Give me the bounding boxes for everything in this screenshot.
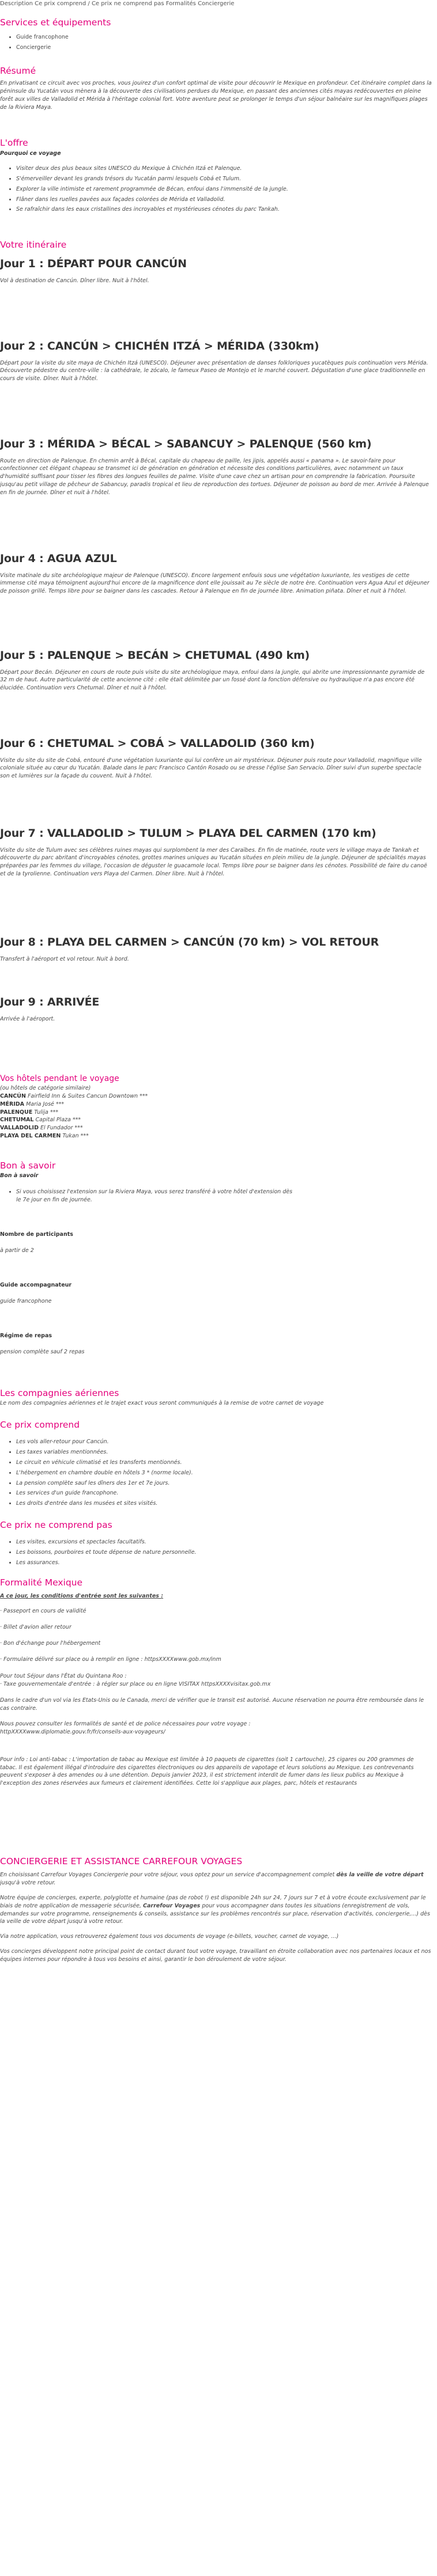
offre-section <box>0 136 437 216</box>
hotel-row <box>0 1092 437 1101</box>
list-item: • Les vols aller-retour pour Cancún. <box>16 1438 437 1446</box>
list-item: • Conciergerie <box>16 44 437 52</box>
conciergerie-p3: Via notre application, vous retrouverez également tous vos documents de voyage (e-billets, voucher, carnet de voyage, ...) <box>0 1933 339 1940</box>
resume-section <box>0 65 437 112</box>
bon-savoir-title: Bon à savoir <box>0 1160 56 1171</box>
prix-comprend-list <box>0 1438 437 1507</box>
conciergerie-text: jusqu'à votre retour. <box>0 1880 56 1887</box>
formalites-section <box>0 1576 437 1788</box>
prix-ne-comprend-list <box>0 1538 437 1566</box>
conciergerie-text: En choisissant Carrefour Voyages Conciergerie pour votre séjour, vous optez pour un service d'accompagnement complet <box>0 1872 337 1879</box>
hotel-city: PALENQUE <box>0 1109 33 1116</box>
bon-savoir-section <box>0 1159 437 1207</box>
formalites-line: Dans le cadre d'un vol via les Etats-Unis ou le Canada, merci de vérifier que le transit est autorisé. Aucune réservation ne pourra être remboursée dans le cas contraire. <box>0 1697 424 1712</box>
hotel-name: Fairfield Inn & Suites Cancun Downtown *** <box>27 1093 148 1100</box>
conciergerie-p2 <box>0 1894 432 1926</box>
conciergerie-bold: dès la veille de votre départ <box>336 1872 424 1879</box>
day-2 <box>0 339 437 383</box>
list-item: • Les services d'un guide francophone. <box>16 1489 437 1497</box>
list-item: • Flâner dans les ruelles pavées aux façades colorées de Mérida et Valladolid. <box>16 196 437 204</box>
compagnies-section <box>0 1387 437 1407</box>
formalites-line: · Passeport en cours de validité <box>0 1608 86 1615</box>
day-text: Départ pour Becán. Déjeuner en cours de route puis visite du site archéologique maya, enfoui dans la jungle, qui abrite une impressionnante pyramide de 32 m de haut. Autre particularité de cette ancienne cité : elle était délimitée par un fossé dont la fonction défensive ou hydraulique n'a pas encore été élucidée. Continuation vers Chetumal. Dîner et nuit à l'hôtel. <box>0 669 425 692</box>
services-list <box>0 33 437 52</box>
bon-savoir-subtitle: Bon à savoir <box>0 1173 39 1179</box>
hotel-city: MÉRIDA <box>0 1101 25 1107</box>
hotel-row <box>0 1109 437 1117</box>
compagnies-text: Le nom des compagnies aériennes et le trajet exact vous seront communiqués à la remise de votre carnet de voyage <box>0 1400 324 1407</box>
list-item: • Les taxes variables mentionnées. <box>16 1448 437 1456</box>
list-item: • Si vous choisissez l'extension sur la Riviera Maya, vous serez transféré à votre hôtel d'extension dès le 7e jour en fin de journée. <box>16 1188 293 1204</box>
guide-label: Guide accompagnateur <box>0 1282 72 1288</box>
compagnies-title: Les compagnies aériennes <box>0 1388 119 1398</box>
formalites-line: Pour info : Loi anti-tabac : L'importation de tabac au Mexique est limitée à 10 paquets de cigarettes (soit 1 cartouche), 25 cigares ou 200 grammes de tabac. Il est également illégal d'introduire des cigarettes électroniques ou des appareils de vapotage et leurs solutions au Mexique. Les contrevenants peuvent s'exposer à des amendes ou à une détention. Depuis janvier 2023, il est strictement interdit de fumer dans les lieux publics au Mexique à l'exception des zones réservées aux fumeurs et clairement identifiées. Cette loi s'applique aux plages, parc, hôtels et restaurants <box>0 1756 414 1787</box>
prix-comprend-title: Ce prix comprend <box>0 1420 80 1430</box>
day-1 <box>0 256 437 284</box>
list-item: • Guide francophone <box>16 33 437 41</box>
offre-title: L'offre <box>0 138 28 148</box>
list-item: • Explorer la ville intimiste et rarement programmée de Bécan, enfoui dans l'immensité de la jungle. <box>16 185 437 194</box>
formalites-line: · Billet d'avion aller retour <box>0 1624 71 1630</box>
top-tabs-line: Description Ce prix comprend / Ce prix ne comprend pas Formalités Conciergerie <box>0 1 235 7</box>
hotel-row <box>0 1132 437 1140</box>
day-title: Jour 9 : ARRIVÉE <box>0 996 100 1008</box>
conciergerie-section <box>0 1855 437 1963</box>
list-item: • S'émerveiller devant les grands trésors du Yucatán parmi lesquels Cobá et Tulum. <box>16 175 437 183</box>
hotels-title: Vos hôtels pendant le voyage <box>0 1074 119 1083</box>
prix-ne-comprend-section <box>0 1519 437 1569</box>
list-item: • Les assurances. <box>16 1559 437 1567</box>
hotel-name: Capital Plaza *** <box>35 1117 81 1124</box>
resume-text: En privatisant ce circuit avec vos proches, vous jouirez d'un confort optimal de visite pour découvrir le Mexique en profondeur. Cet itinéraire complet dans la péninsule du Yucatán vous mènera à la découverte des civilisations perdues du Mexique, en passant des anciennes cités mayas redécouvertes en pleine forêt aux villes de Valladolid et Mérida à l'héritage colonial fort. Votre aventure peut se prolonger le temps d'un séjour balnéaire sur les magnifiques plages de la Riviera Maya. <box>0 80 432 111</box>
hotel-city: VALLADOLID <box>0 1125 39 1132</box>
day-text: Visite du site de Tulum avec ses célèbres ruines mayas qui surplombent la mer des Caraïbes. En fin de matinée, route vers le village maya de Tankah et découverte du parc abritant d'incroyables cénotes, grottes marines uniques au Yucatán situées en plein milieu de la jungle. Déjeuner de spécialités mayas préparées par les femmes du village, l'occasion de déguster le guacamole local. Temps libre pour se baigner dans les cénotes. Possibilité de faire du canoë et de la tyrolienne. Continuation vers Playa del Carmen. Dîner libre. Nuit à l'hôtel. <box>0 847 427 877</box>
day-8 <box>0 935 437 963</box>
list-item: • Se rafraîchir dans les eaux cristallines des incroyables et mystérieuses cénotes du parc Tankah. <box>16 206 437 214</box>
guide-section <box>0 1281 437 1306</box>
formalites-line: · Bon d'échange pour l'hébergement <box>0 1640 101 1646</box>
day-text: Visite du site du site de Cobá, entouré d'une végétation luxuriante qui lui confère un air mystérieux. Déjeuner puis route pour Valladolid, magnifique ville coloniale située au cœur du Yucatán. Balade dans le parc Francisco Cantón Rosado ou se dresse l'église San Servacio. Dîner suivi d'un superbe spectacle son et lumières sur la façade du couvent. Nuit à l'hôtel. <box>0 757 422 780</box>
list-item: • L'hébergement en chambre double en hôtels 3 * (norme locale). <box>16 1469 437 1477</box>
offre-subtitle: Pourquoi ce voyage <box>0 150 61 157</box>
conciergerie-bold: Carrefour Voyages <box>143 1902 201 1909</box>
day-3 <box>0 437 437 496</box>
formalites-line: Nous pouvez consulter les formalités de santé et de police nécessaires pour votre voyage : httpXXXXwww.diplomatie.gouv.fr/fr/conseils-aux-voyageurs/ <box>0 1721 251 1736</box>
list-item: • Visiter deux des plus beaux sites UNESCO du Mexique à Chichén Itzá et Palenque. <box>16 165 437 173</box>
services-section <box>0 16 437 54</box>
day-text: Départ pour la visite du site maya de Chichén Itzá (UNESCO). Déjeuner avec présentation de danses folkloriques yucatèques puis continuation vers Mérida. Découverte pédestre du centre-ville : la cathédrale, le zócalo, le fameux Paseo de Montejo et le marché couvert. Dégustation d'une glace traditionnelle en cours de visite. Dîner. Nuit à l'hôtel. <box>0 359 428 382</box>
participants-label: Nombre de participants <box>0 1231 73 1238</box>
day-title: Jour 8 : PLAYA DEL CARMEN > CANCÚN (70 km) > VOL RETOUR <box>0 936 379 949</box>
conciergerie-text: pour vous accompagner dans toutes les situations (enregistrement de vols, demandes sur votre programme, renseignements & conseils, assistance sur les problèmes rencontrés sur place, réservation d'activités, conciergerie,...) dès la veille de votre départ jusqu'à votre retour. <box>0 1902 430 1925</box>
hotel-name: El Fundador *** <box>40 1125 83 1132</box>
day-title: Jour 7 : VALLADOLID > TULUM > PLAYA DEL CARMEN (170 km) <box>0 827 376 840</box>
day-text: Arrivée à l'aéroport. <box>0 1015 55 1022</box>
formalites-line: · Taxe gouvernementale d'entrée : à régler sur place ou en ligne VISITAX httpsXXXXvisitax.gob.mx <box>0 1681 271 1688</box>
regime-label: Régime de repas <box>0 1333 52 1339</box>
day-title: Jour 2 : CANCÚN > CHICHÉN ITZÁ > MÉRIDA (330km) <box>0 340 319 352</box>
day-title: Jour 4 : AGUA AZUL <box>0 552 117 565</box>
resume-title: Résumé <box>0 66 36 76</box>
offre-list <box>0 165 437 214</box>
conciergerie-p1 <box>0 1871 432 1887</box>
participants-section <box>0 1231 437 1255</box>
list-item: • Les visites, excursions et spectacles facultatifs. <box>16 1538 437 1546</box>
day-7 <box>0 826 437 878</box>
day-title: Jour 3 : MÉRIDA > BÉCAL > SABANCUY > PALENQUE (560 km) <box>0 438 372 450</box>
day-text: Visite matinale du site archéologique majeur de Palenque (UNESCO). Encore largement enfouis sous une végétation luxuriante, les vestiges de cette immense cité maya témoignent aujourd'hui encore de la magnificence dont elle jouissait au 7e siècle de notre ère. Continuation vers Agua Azul et déjeuner de poisson grillé. Temps libre pour se baigner dans les cascades. Retour à Palenque en fin de journée libre. Animation piñata. Dîner et nuit à l'hôtel. <box>0 572 430 595</box>
hotel-row <box>0 1116 437 1124</box>
prix-comprend-section <box>0 1418 437 1510</box>
prix-ne-comprend-title: Ce prix ne comprend pas <box>0 1520 112 1530</box>
list-item: • Les boissons, pourboires et toute dépense de nature personnelle. <box>16 1549 437 1557</box>
hotel-city: PLAYA DEL CARMEN <box>0 1132 61 1139</box>
hotel-city: CHETUMAL <box>0 1117 34 1124</box>
formalites-intro: A ce jour, les conditions d'entrée sont les suivantes : <box>0 1593 164 1600</box>
day-text: Route en direction de Palenque. En chemin arrêt à Bécal, capitale du chapeau de paille, les jipis, appelés aussi « panama ». Le savoir-faire pour confectionner cet élégant chapeau se transmet ici de génération en génération et nécessite des conditions particulières, avec notamment un taux d'humidité suffisant pour tisser les fibres des longues feuilles de palme. Visite d'une cave chez un artisan pour en comprendre la fabrication. Poursuite jusqu'au petit village de pêcheur de Sabancuy, paradis tropical et lieu de reproduction des tortues. Déjeuner de poisson au bord de mer. Arrivée à Palenque en fin de journée. Dîner et nuit à l'hôtel. <box>0 457 429 496</box>
hotels-section <box>0 1073 437 1140</box>
list-item: • Les droits d'entrée dans les musées et sites visités. <box>16 1500 437 1508</box>
conciergerie-title: CONCIERGERIE ET ASSISTANCE CARREFOUR VOYAGES <box>0 1856 243 1866</box>
hotel-name: Maria José *** <box>26 1101 65 1107</box>
bon-savoir-list <box>0 1188 437 1204</box>
formalites-title: Formalité Mexique <box>0 1577 83 1588</box>
participants-value: à partir de 2 <box>0 1247 34 1254</box>
hotel-row <box>0 1101 437 1109</box>
day-text: Vol à destination de Cancún. Dîner libre. Nuit à l'hôtel. <box>0 277 149 284</box>
day-4 <box>0 551 437 595</box>
day-9 <box>0 995 437 1023</box>
day-title: Jour 6 : CHETUMAL > COBÁ > VALLADOLID (360 km) <box>0 737 315 750</box>
hotel-name: Tulija *** <box>34 1109 59 1116</box>
day-title: Jour 5 : PALENQUE > BECÁN > CHETUMAL (490 km) <box>0 649 310 662</box>
day-6 <box>0 736 437 780</box>
conciergerie-text: Notre équipe de concierges, experte, polyglotte et humaine (pas de robot !) est disponible 24h sur 24, 7 jours sur 7 et à votre écoute exclusivement par le biais de notre application de messagerie sécurisée, <box>0 1895 426 1909</box>
day-5 <box>0 648 437 692</box>
day-title: Jour 1 : DÉPART POUR CANCÚN <box>0 257 187 270</box>
regime-section <box>0 1332 437 1356</box>
formalites-line: Pour tout Séjour dans l'État du Quintana Roo : <box>0 1673 127 1680</box>
services-title: Services et équipements <box>0 17 111 28</box>
regime-value: pension complète sauf 2 repas <box>0 1348 85 1355</box>
guide-value: guide francophone <box>0 1298 52 1304</box>
itinerary-title: Votre itinéraire <box>0 240 67 250</box>
conciergerie-p4: Vos concierges développent notre principal point de contact durant tout votre voyage, travaillant en étroite collaboration avec nos partenaires locaux et nos équipes internes pour répondre à tous vos besoins et ainsi, garantir le bon déroulement de votre séjour. <box>0 1948 431 1963</box>
list-item: • Le circuit en véhicule climatisé et les transferts mentionnés. <box>16 1459 437 1467</box>
hotel-row <box>0 1124 437 1132</box>
hotel-city: CANCÚN <box>0 1093 26 1100</box>
hotels-subtitle: (ou hôtels de catégorie similaire) <box>0 1085 91 1092</box>
day-text: Transfert à l'aéroport et vol retour. Nuit à bord. <box>0 955 129 962</box>
list-item: • La pension complète sauf les dîners des 1er et 7e jours. <box>16 1479 437 1488</box>
formalites-line: · Formulaire délivré sur place ou à remplir en ligne : httpsXXXXwww.gob.mx/inm <box>0 1656 221 1663</box>
hotel-name: Tukan *** <box>62 1132 89 1139</box>
